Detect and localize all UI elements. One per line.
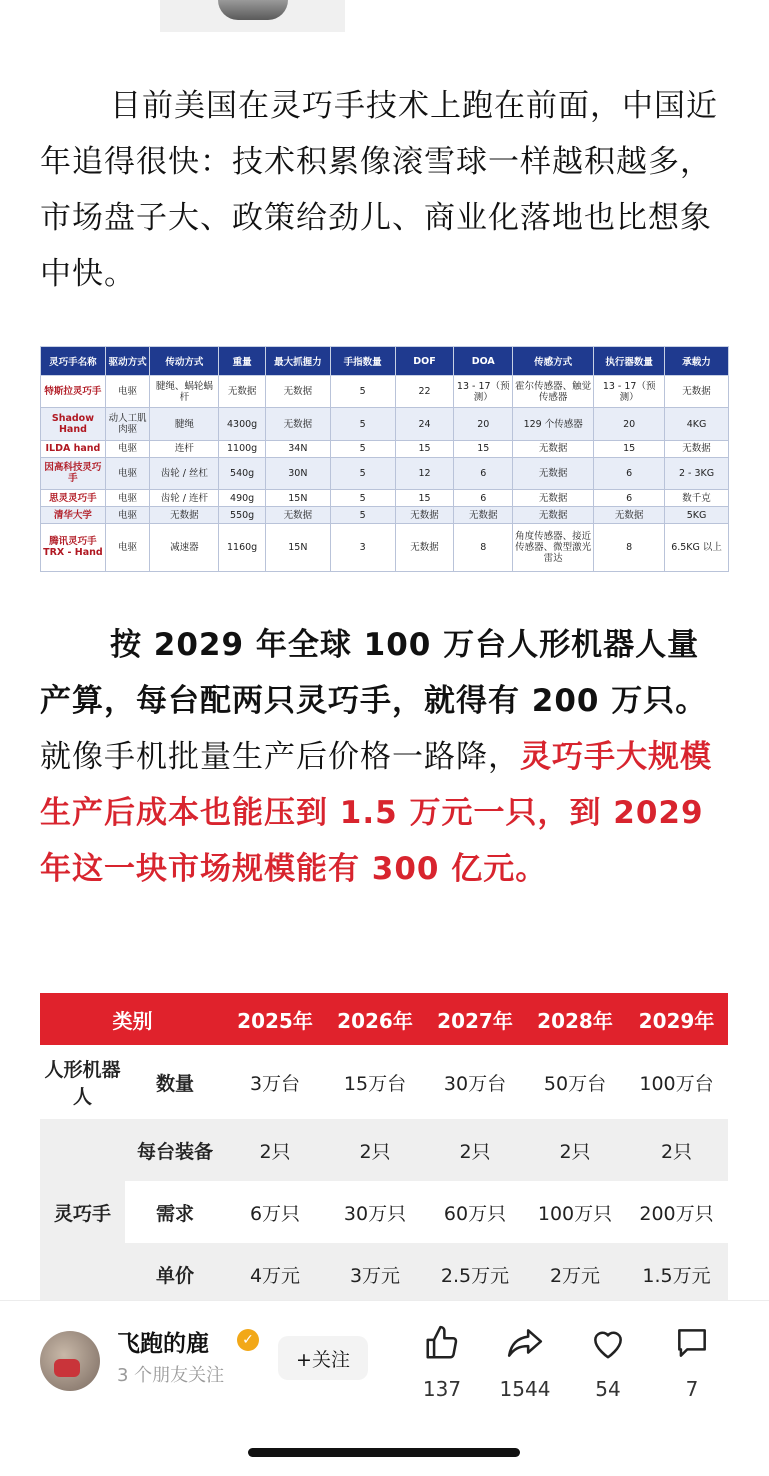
spec-cell: 电驱: [105, 376, 150, 408]
market-cell: 15万台: [325, 1045, 425, 1119]
spec-cell: 5KG: [665, 507, 729, 524]
market-header-year: 2025年: [225, 993, 325, 1045]
spec-cell: 角度传感器、接近传感器、微型激光雷达: [513, 523, 594, 571]
spec-cell: 无数据: [513, 440, 594, 457]
spec-row: [41, 376, 729, 408]
spec-cell: 15N: [265, 490, 330, 507]
spec-cell: 15N: [265, 523, 330, 571]
market-cell: 2万元: [525, 1243, 625, 1305]
spec-cell: 无数据: [395, 523, 454, 571]
spec-header-cell: 重量: [219, 347, 266, 376]
comment-count: 7: [685, 1377, 699, 1401]
spec-hand-name: 因高科技灵巧手: [41, 457, 106, 489]
spec-cell: 6: [454, 490, 513, 507]
market-header-category: 类别: [40, 993, 225, 1045]
spec-cell: 无数据: [395, 507, 454, 524]
spec-cell: 30N: [265, 457, 330, 489]
spec-cell: 22: [395, 376, 454, 408]
market-cell: 30万只: [325, 1181, 425, 1243]
spec-hand-name: ILDA hand: [41, 440, 106, 457]
spec-cell: 5: [330, 507, 395, 524]
spec-header-cell: DOF: [395, 347, 454, 376]
spec-row: [41, 457, 729, 489]
market-row-robot: [40, 1045, 728, 1119]
spec-cell: 5: [330, 376, 395, 408]
thumbs-up-icon: [402, 1321, 482, 1365]
spec-cell: 无数据: [454, 507, 513, 524]
author-avatar[interactable]: [40, 1331, 100, 1391]
market-cell: 3万台: [225, 1045, 325, 1119]
comment-bubble-icon: [652, 1321, 732, 1365]
spec-cell: 20: [454, 408, 513, 440]
spec-cell: 齿轮 / 连杆: [150, 490, 219, 507]
spec-header-cell: 传感方式: [513, 347, 594, 376]
share-arrow-icon: [485, 1321, 565, 1365]
spec-cell: 无数据: [265, 408, 330, 440]
market-header-year: 2027年: [425, 993, 525, 1045]
market-row-price: [40, 1243, 728, 1305]
market-header-row: [40, 993, 728, 1045]
spec-cell: 6: [594, 490, 665, 507]
friends-following-text: 3 个朋友关注: [117, 1365, 225, 1386]
spec-cell: 无数据: [594, 507, 665, 524]
spec-cell: 无数据: [513, 507, 594, 524]
spec-header-cell: 手指数量: [330, 347, 395, 376]
spec-header-cell: 最大抓握力: [265, 347, 330, 376]
market-row-label: 数量: [125, 1045, 225, 1119]
spec-cell: 24: [395, 408, 454, 440]
market-cell: 50万台: [525, 1045, 625, 1119]
market-row-demand: [40, 1181, 728, 1243]
market-cell: 2只: [225, 1119, 325, 1181]
spec-cell: 无数据: [665, 440, 729, 457]
share-count: 1544: [499, 1377, 551, 1401]
spec-row: [41, 408, 729, 440]
spec-cell: 34N: [265, 440, 330, 457]
market-cell: 1.5万元: [625, 1243, 728, 1305]
spec-cell: 电驱: [105, 490, 150, 507]
spec-row: [41, 523, 729, 571]
spec-cell: 3: [330, 523, 395, 571]
spec-cell: 5: [330, 457, 395, 489]
market-header-year: 2026年: [325, 993, 425, 1045]
product-image: [218, 0, 288, 20]
market-header-year: 2029年: [625, 993, 728, 1045]
market-cell: 2只: [425, 1119, 525, 1181]
author-name[interactable]: 飞跑的鹿: [117, 1331, 209, 1357]
market-cell: 30万台: [425, 1045, 525, 1119]
spec-cell: 无数据: [513, 457, 594, 489]
spec-cell: 129 个传感器: [513, 408, 594, 440]
favorite-count: 54: [595, 1377, 621, 1401]
spec-cell: 15: [395, 490, 454, 507]
spec-cell: 12: [395, 457, 454, 489]
spec-cell: 15: [395, 440, 454, 457]
spec-cell: 540g: [219, 457, 266, 489]
spec-hand-name: Shadow Hand: [41, 408, 106, 440]
spec-header-cell: 灵巧手名称: [41, 347, 106, 376]
spec-hand-name: 思灵灵巧手: [41, 490, 106, 507]
spec-cell: 4KG: [665, 408, 729, 440]
like-count: 137: [422, 1377, 462, 1401]
spec-cell: 8: [594, 523, 665, 571]
spec-header-cell: 传动方式: [150, 347, 219, 376]
spec-cell: 连杆: [150, 440, 219, 457]
dexterous-hand-spec-table: [40, 346, 729, 572]
spec-hand-name: 腾讯灵巧手 TRX - Hand: [41, 523, 106, 571]
spec-cell: 数千克: [665, 490, 729, 507]
market-cell: 2只: [625, 1119, 728, 1181]
spec-cell: 20: [594, 408, 665, 440]
spec-header-cell: 驱动方式: [105, 347, 150, 376]
spec-cell: 6.5KG 以上: [665, 523, 729, 571]
spec-cell: 霍尔传感器、触觉传感器: [513, 376, 594, 408]
market-cell: 6万只: [225, 1181, 325, 1243]
spec-cell: 1100g: [219, 440, 266, 457]
article-paragraph-2: [40, 617, 730, 897]
spec-cell: 490g: [219, 490, 266, 507]
favorite-button[interactable]: [568, 1321, 648, 1401]
home-indicator[interactable]: [248, 1448, 520, 1457]
spec-cell: 无数据: [665, 376, 729, 408]
spec-cell: 无数据: [265, 376, 330, 408]
heart-icon: [568, 1321, 648, 1365]
follow-button[interactable]: +关注: [278, 1336, 368, 1380]
spec-hand-name: 特斯拉灵巧手: [41, 376, 106, 408]
spec-cell: 无数据: [219, 376, 266, 408]
spec-row: [41, 507, 729, 524]
spec-cell: 13 - 17（预测）: [594, 376, 665, 408]
spec-row: [41, 440, 729, 457]
market-header-year: 2028年: [525, 993, 625, 1045]
spec-cell: 4300g: [219, 408, 266, 440]
market-cell: 4万元: [225, 1243, 325, 1305]
spec-cell: 齿轮 / 丝杠: [150, 457, 219, 489]
spec-cell: 电驱: [105, 457, 150, 489]
spec-cell: 5: [330, 490, 395, 507]
article-top-image: [160, 0, 345, 32]
paragraph2-bold-text: 按 2029 年全球 100 万台人形机器人量产算，每台配两只灵巧手，就得有 200 万只。: [40, 627, 708, 719]
spec-cell: 8: [454, 523, 513, 571]
share-button[interactable]: [485, 1321, 565, 1401]
market-cell: 2只: [325, 1119, 425, 1181]
spec-cell: 13 - 17（预测）: [454, 376, 513, 408]
like-button[interactable]: [402, 1321, 482, 1401]
spec-header-cell: 执行器数量: [594, 347, 665, 376]
market-cell: 100万只: [525, 1181, 625, 1243]
spec-cell: 电驱: [105, 523, 150, 571]
spec-row: [41, 490, 729, 507]
verified-badge-icon: ✓: [237, 1329, 259, 1351]
market-cell: 2只: [525, 1119, 625, 1181]
spec-cell: 动人工肌肉驱: [105, 408, 150, 440]
market-group-label: 人形机器人: [40, 1045, 125, 1119]
spec-cell: 550g: [219, 507, 266, 524]
spec-header-cell: DOA: [454, 347, 513, 376]
spec-cell: 无数据: [150, 507, 219, 524]
market-row-label: 需求: [125, 1181, 225, 1243]
spec-cell: 电驱: [105, 440, 150, 457]
spec-cell: 腱绳、蜗轮蜗杆: [150, 376, 219, 408]
paragraph2-normal-text: 就像手机批量生产后价格一路降，: [40, 739, 520, 775]
market-cell: 60万只: [425, 1181, 525, 1243]
spec-cell: 2 - 3KG: [665, 457, 729, 489]
spec-hand-name: 清华大学: [41, 507, 106, 524]
spec-cell: 腱绳: [150, 408, 219, 440]
market-row-equip: [40, 1119, 728, 1181]
market-cell: 200万只: [625, 1181, 728, 1243]
spec-cell: 1160g: [219, 523, 266, 571]
spec-cell: 15: [454, 440, 513, 457]
spec-header-cell: 承载力: [665, 347, 729, 376]
market-row-label: 每台装备: [125, 1119, 225, 1181]
spec-cell: 减速器: [150, 523, 219, 571]
paragraph2-highlight-text: 灵巧手大规模生产后成本也能压到 1.5 万元一只，到 2029 年这一块市场规模能有 300 亿元。: [40, 739, 712, 887]
spec-cell: 6: [594, 457, 665, 489]
spec-header-row: [41, 347, 729, 376]
market-row-label: 单价: [125, 1243, 225, 1305]
market-cell: 2.5万元: [425, 1243, 525, 1305]
comment-button[interactable]: [652, 1321, 732, 1401]
market-cell: 100万台: [625, 1045, 728, 1119]
spec-cell: 电驱: [105, 507, 150, 524]
spec-cell: 15: [594, 440, 665, 457]
article-paragraph-1: 目前美国在灵巧手技术上跑在前面，中国近年追得很快：技术积累像滚雪球一样越积越多，市场盘子大、政策给劲儿、商业化落地也比想象中快。: [40, 88, 718, 292]
market-group-label: 灵巧手: [40, 1119, 125, 1305]
spec-cell: 5: [330, 408, 395, 440]
spec-cell: 6: [454, 457, 513, 489]
spec-cell: 5: [330, 440, 395, 457]
market-forecast-table: [40, 993, 728, 1305]
market-cell: 3万元: [325, 1243, 425, 1305]
spec-cell: 无数据: [265, 507, 330, 524]
spec-cell: 无数据: [513, 490, 594, 507]
